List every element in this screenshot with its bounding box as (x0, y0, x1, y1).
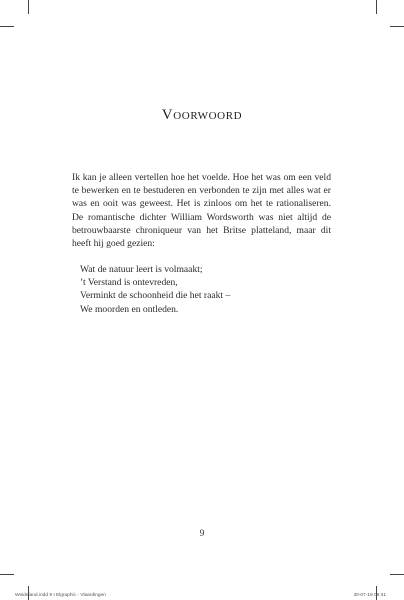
crop-mark-left-top (0, 26, 14, 27)
crop-mark-top-right (376, 0, 377, 14)
page-number: 9 (199, 529, 205, 539)
crop-mark-right-bottom (390, 574, 404, 575)
poem-line: We moorden en ontleden. (80, 303, 179, 315)
crop-mark-right-top (390, 26, 404, 27)
paragraph-text: Ik kan je alleen vertellen hoe het voelde. Hoe het was om een veld te bewerken en te bestuderen en verbonden te zijn met alles wat er was en ooit was geweest. Het is zinloos om het te rationaliseren. De romantische dichter William Wordsworth was niet altijd de betrouwbaarste chroniqueur van het Britse platteland, maar dit heeft hij goed gezien: (72, 172, 331, 250)
crop-mark-left-bottom (0, 574, 14, 575)
print-slug-left: Weideland.indd 9 I Elgraphic - Vlaardingen (15, 593, 106, 598)
crop-mark-top-left (28, 0, 29, 14)
poem-line: Verminkt de schoonheid die het raakt – (80, 290, 231, 302)
poem-line: ’t Verstand is ontevreden, (80, 277, 178, 289)
print-slug-right: 30-07-19 09:31 (353, 593, 386, 598)
poem-line: Wat de natuur leert is volmaakt; (80, 264, 203, 275)
chapter-title: Voorwoord (161, 107, 243, 123)
body-paragraph (72, 171, 331, 250)
poem-quote (80, 263, 330, 316)
